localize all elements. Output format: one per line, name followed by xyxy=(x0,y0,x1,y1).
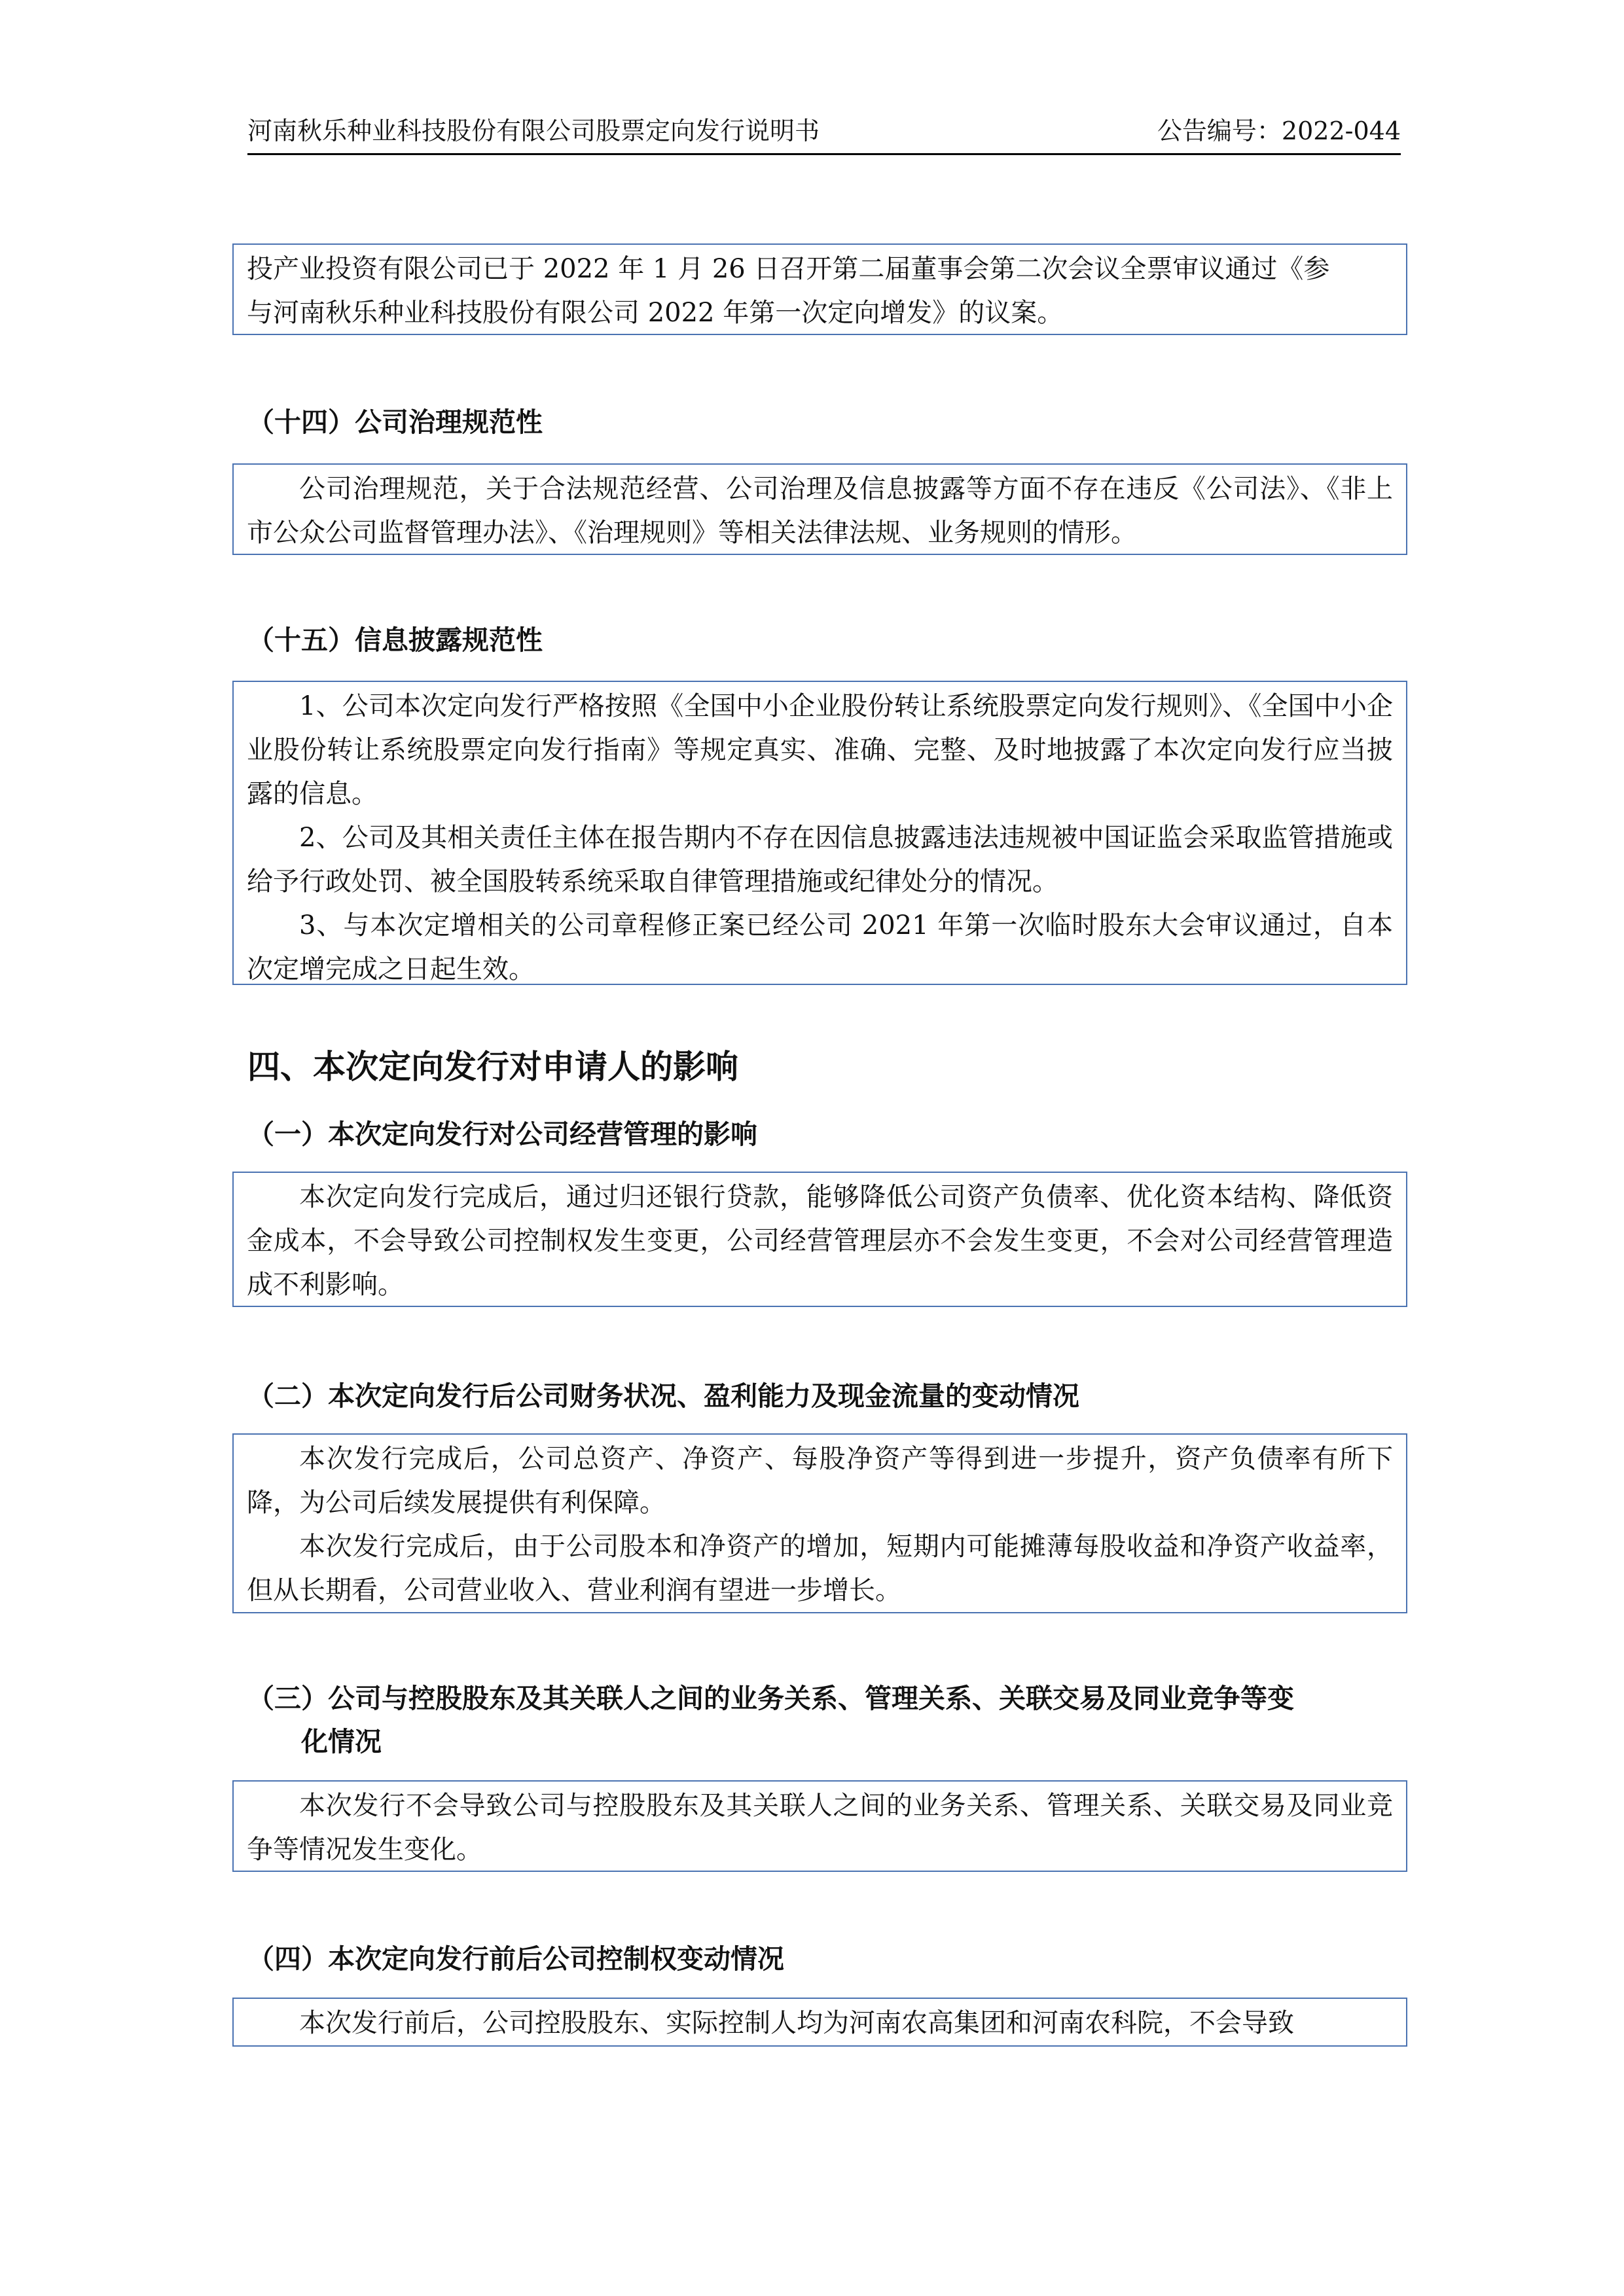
notice-number: 公告编号：2022-044 xyxy=(1157,117,1401,145)
intro-box xyxy=(232,243,1407,335)
section-4-2-paragraph-2: 本次发行完成后，由于公司股本和净资产的增加，短期内可能摊薄每股收益和净资产收益率，但从长期看，公司营业收入、营业利润有望进一步增长。 xyxy=(247,1532,1393,1605)
page-header xyxy=(247,113,1401,155)
section-4-3-box xyxy=(232,1780,1407,1872)
section-4-1-heading: （一）本次定向发行对公司经营管理的影响 xyxy=(247,1119,757,1150)
section-15-box xyxy=(232,681,1407,985)
section-4-2-heading: （二）本次定向发行后公司财务状况、盈利能力及现金流量的变动情况 xyxy=(247,1380,1079,1412)
section-14-box xyxy=(232,463,1407,555)
section-14-paragraph: 公司治理规范，关于合法规范经营、公司治理及信息披露等方面不存在违反《公司法》、《非上市公众公司监督管理办法》、《治理规则》等相关法律法规、业务规则的情形。 xyxy=(247,474,1393,548)
section-4-1-box xyxy=(232,1172,1407,1307)
section-14-heading: （十四）公司治理规范性 xyxy=(247,406,543,438)
section-4-3-paragraph: 本次发行不会导致公司与控股股东及其关联人之间的业务关系、管理关系、关联交易及同业竞争等情况发生变化。 xyxy=(247,1791,1393,1865)
section-15-paragraph-1: 1、公司本次定向发行严格按照《全国中小企业股份转让系统股票定向发行规则》、《全国中小企业股份转让系统股票定向发行指南》等规定真实、准确、完整、及时地披露了本次定向发行应当披露的信息。 xyxy=(247,691,1393,809)
section-4-4-box xyxy=(232,1998,1407,2047)
document-title: 河南秋乐种业科技股份有限公司股票定向发行说明书 xyxy=(247,117,820,145)
intro-line-1: 投产业投资有限公司已于 2022 年 1 月 26 日召开第二届董事会第二次会议全票审议通过《参 xyxy=(247,254,1330,284)
section-4-2-box xyxy=(232,1433,1407,1613)
section-4-4-paragraph: 本次发行前后，公司控股股东、实际控制人均为河南农高集团和河南农科院，不会导致 xyxy=(299,2008,1294,2038)
section-4-2-paragraph-1: 本次发行完成后，公司总资产、净资产、每股净资产等得到进一步提升，资产负债率有所下降，为公司后续发展提供有利保障。 xyxy=(247,1444,1393,1518)
section-4-4-heading: （四）本次定向发行前后公司控制权变动情况 xyxy=(247,1943,784,1975)
section-4-3-heading-line-2: 化情况 xyxy=(301,1726,382,1757)
chapter-4-heading: 四、本次定向发行对申请人的影响 xyxy=(247,1048,738,1086)
intro-line-2: 与河南秋乐种业科技股份有限公司 2022 年第一次定向增发》的议案。 xyxy=(247,298,1064,328)
section-4-1-paragraph: 本次定向发行完成后，通过归还银行贷款，能够降低公司资产负债率、优化资本结构、降低资金成本，不会导致公司控制权发生变更，公司经营管理层亦不会发生变更，不会对公司经营管理造成不利影响。 xyxy=(247,1182,1393,1300)
section-15-paragraph-2: 2、公司及其相关责任主体在报告期内不存在因信息披露违法违规被中国证监会采取监管措施或给予行政处罚、被全国股转系统采取自律管理措施或纪律处分的情况。 xyxy=(247,823,1393,897)
section-15-heading: （十五）信息披露规范性 xyxy=(247,624,543,656)
section-4-3-heading-line-1: （三）公司与控股股东及其关联人之间的业务关系、管理关系、关联交易及同业竞争等变 xyxy=(247,1683,1294,1714)
section-15-paragraph-3: 3、与本次定增相关的公司章程修正案已经公司 2021 年第一次临时股东大会审议通过，自本次定增完成之日起生效。 xyxy=(247,910,1393,984)
